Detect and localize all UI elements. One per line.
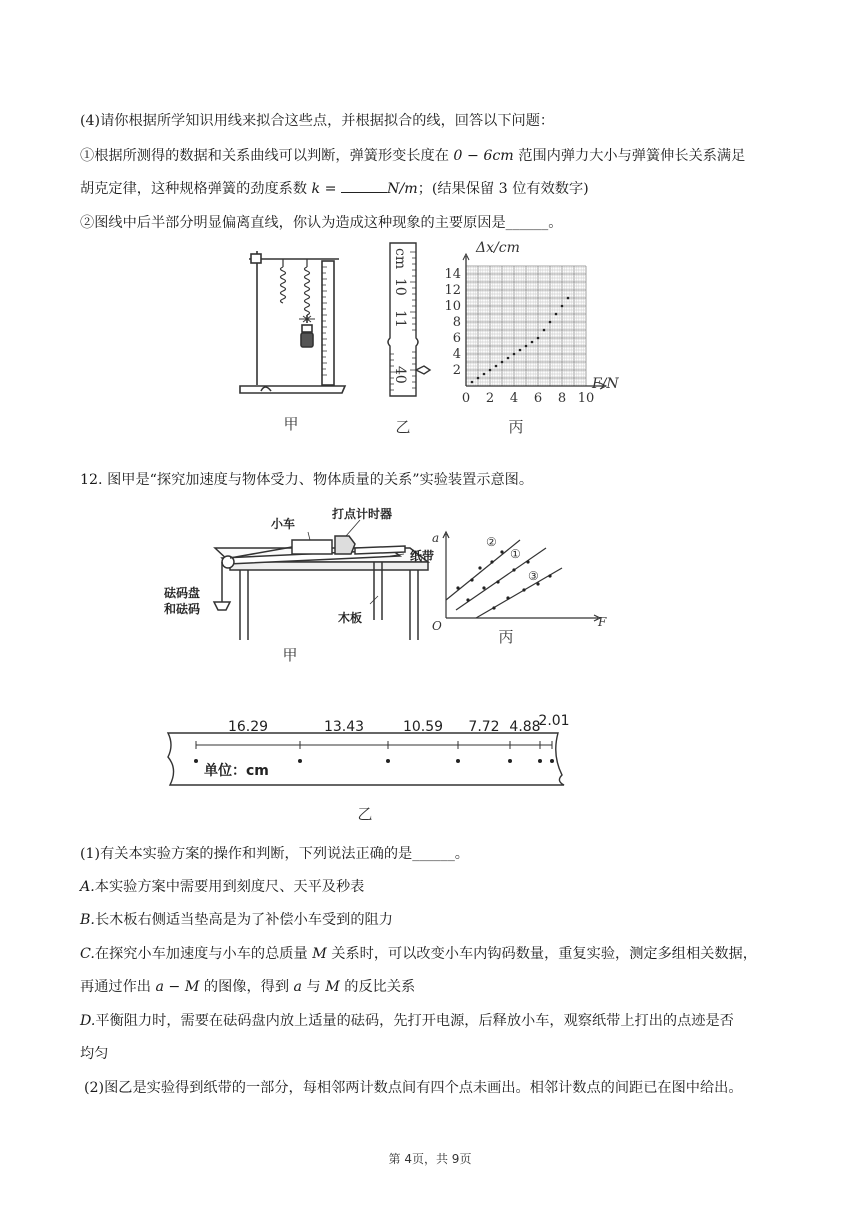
tape-value-4: 7.72 bbox=[468, 719, 500, 735]
q11-sub1-d: ；(结果保留 3 位有效数字) bbox=[417, 181, 589, 197]
q12-label-board: 木板 bbox=[338, 611, 363, 625]
q11-fig-ruler bbox=[378, 238, 438, 438]
chart-y-tick-label: 4 bbox=[452, 347, 461, 362]
q12-optC-3d: 的反比关系 bbox=[344, 979, 416, 995]
q12-optC-line2 bbox=[80, 977, 415, 997]
chart-point bbox=[537, 337, 540, 340]
tape-unit: 单位：cm bbox=[204, 763, 269, 779]
chart-y-tick-label: 10 bbox=[444, 299, 461, 314]
chart-point bbox=[495, 365, 498, 368]
chart-point bbox=[477, 377, 480, 380]
q11-label-yi: 乙 bbox=[395, 418, 411, 436]
tape-value-3: 10.59 bbox=[402, 719, 444, 735]
q12-optC-M2: M bbox=[325, 979, 340, 995]
q12-optD-1: 平衡阻力时，需要在砝码盘内放上适量的砝码，先打开电源，后释放小车，观察纸带上打出的点迹是否 bbox=[95, 1013, 734, 1029]
chart-y-tick-label: 14 bbox=[444, 267, 461, 282]
q12-optC-aM: a − M bbox=[155, 979, 200, 995]
q12-optC-3c: 与 bbox=[306, 979, 321, 995]
q12-label-car: 小车 bbox=[271, 517, 296, 531]
q11-sub1-line1 bbox=[80, 146, 745, 166]
chart-point bbox=[507, 357, 510, 360]
page-footer: 第 4页，共 9页 bbox=[388, 1152, 472, 1166]
q12-label-jia: 甲 bbox=[282, 646, 298, 664]
q11-ruler-cm: cm bbox=[392, 248, 408, 270]
q12-optB-letter: B. bbox=[80, 912, 95, 928]
q12-fig-apparatus bbox=[160, 500, 435, 665]
q12-optC-a: a bbox=[293, 979, 303, 995]
chart-x-tick-label: 10 bbox=[577, 391, 595, 406]
chart-point bbox=[549, 321, 552, 324]
q11-sub1-range: 0 − 6cm bbox=[453, 148, 514, 164]
chart-point bbox=[525, 345, 528, 348]
q12-graph-f: F bbox=[598, 615, 607, 629]
chart-point bbox=[483, 373, 486, 376]
q12-optA bbox=[80, 877, 364, 897]
chart-y-tick-label: 8 bbox=[452, 315, 461, 330]
q11-sub1-a: ①根据所测得的数据和关系曲线可以判断，弹簧形变长度在 bbox=[80, 148, 449, 164]
q12-fig-tape bbox=[160, 705, 580, 825]
answer-blank bbox=[341, 178, 387, 193]
q12-label-timer: 打点计时器 bbox=[332, 507, 393, 521]
q11-part4-intro: (4)请你根据所学知识用线来拟合这些点，并根据拟合的线，回答以下问题： bbox=[80, 113, 555, 129]
q12-optC-3b: 的图像，得到 bbox=[203, 979, 290, 995]
chart-point bbox=[489, 369, 492, 372]
chart-point bbox=[471, 381, 474, 384]
q11-ruler-10: 10 bbox=[392, 278, 408, 296]
chart-point bbox=[531, 341, 534, 344]
q12-p2: (2)图乙是实验得到纸带的一部分，每相邻两计数点间有四个点未画出。相邻计数点的间距已在图中给出。 bbox=[84, 1080, 743, 1096]
q12-label-bing: 丙 bbox=[498, 628, 514, 646]
q11-sub1-line2 bbox=[80, 178, 589, 199]
q12-fig-aF-graph bbox=[428, 528, 613, 648]
q12-optA-letter: A. bbox=[80, 879, 95, 895]
q12-optC-1: 在探究小车加速度与小车的总质量 bbox=[94, 946, 308, 962]
q12-optC-3a: 再通过作出 bbox=[80, 979, 151, 995]
q12-graph-o: O bbox=[432, 619, 442, 633]
q12-line3-label: ③ bbox=[528, 569, 539, 583]
q12-optD-line1 bbox=[80, 1011, 734, 1031]
chart-point bbox=[555, 313, 558, 316]
chart-point bbox=[567, 297, 570, 300]
q12-optD-line2: 均匀 bbox=[80, 1046, 109, 1062]
chart-x-label: F/N bbox=[592, 376, 619, 392]
q11-sub1-k: k = bbox=[311, 181, 342, 197]
chart-x-tick-label: 2 bbox=[485, 391, 495, 406]
q12-optC-M: M bbox=[312, 946, 327, 962]
q12-line1-label: ① bbox=[510, 547, 521, 561]
tape-value-6: 2.01 bbox=[538, 713, 570, 729]
q12-graph-a: a bbox=[432, 531, 440, 545]
q11-sub1-c: 胡克定律，这种规格弹簧的劲度系数 bbox=[80, 181, 308, 197]
chart-y-tick-label: 6 bbox=[452, 331, 461, 346]
tape-value-1: 16.29 bbox=[227, 719, 269, 735]
q12-optC-line1 bbox=[80, 944, 757, 964]
q12-optC-2: 关系时，可以改变小车内钩码数量，重复实验，测定多组相关数据， bbox=[331, 946, 757, 962]
q12-optA-text: 本实验方案中需要用到刻度尺、天平及秒表 bbox=[94, 879, 365, 895]
q12-title: 12. 图甲是“探究加速度与物体受力、物体质量的关系”实验装置示意图。 bbox=[80, 472, 534, 488]
q11-sub1-b: 范围内弹力大小与弹簧伸长关系满足 bbox=[518, 148, 746, 164]
q12-optD-letter: D. bbox=[80, 1013, 96, 1029]
tape-value-2: 13.43 bbox=[323, 719, 365, 735]
q12-label-tape: 纸带 bbox=[410, 549, 435, 563]
chart-point bbox=[513, 353, 516, 356]
q11-sub2: ②图线中后半部分明显偏离直线，你认为造成这种现象的主要原因是______。 bbox=[80, 215, 563, 231]
q11-sub1-unit: N/m bbox=[387, 181, 418, 197]
chart-y-tick-label: 12 bbox=[444, 283, 461, 298]
chart-x-tick-label: 8 bbox=[557, 391, 567, 406]
q11-fig-chart bbox=[440, 238, 630, 438]
chart-point bbox=[501, 361, 504, 364]
chart-x-tick-label: 0 bbox=[461, 391, 471, 406]
q12-optB bbox=[80, 910, 393, 930]
chart-x-tick-label: 6 bbox=[533, 391, 543, 406]
tape-value-5: 4.88 bbox=[509, 719, 541, 735]
q12-label-weights2: 和砝码 bbox=[164, 602, 201, 616]
chart-point bbox=[543, 329, 546, 332]
q11-label-jia: 甲 bbox=[283, 415, 299, 433]
q12-optC-letter: C. bbox=[80, 946, 95, 962]
q12-line2-label: ② bbox=[486, 535, 497, 549]
q11-ruler-11: 11 bbox=[392, 310, 408, 328]
chart-y-label: Δx/cm bbox=[476, 240, 520, 256]
chart-point bbox=[519, 349, 522, 352]
q12-p1: (1)有关本实验方案的操作和判断，下列说法正确的是______。 bbox=[80, 846, 469, 862]
q11-label-bing: 丙 bbox=[508, 418, 524, 436]
q11-fig-stand bbox=[235, 243, 350, 438]
q12-optB-text: 长木板右侧适当垫高是为了补偿小车受到的阻力 bbox=[94, 912, 393, 928]
q12-label-weights1: 砝码盘 bbox=[164, 586, 201, 600]
q12-label-yi: 乙 bbox=[357, 805, 373, 823]
chart-x-tick-label: 4 bbox=[509, 391, 519, 406]
chart-point bbox=[561, 305, 564, 308]
q11-ruler-40: 40 bbox=[392, 366, 408, 384]
chart-y-tick-label: 2 bbox=[452, 363, 461, 378]
